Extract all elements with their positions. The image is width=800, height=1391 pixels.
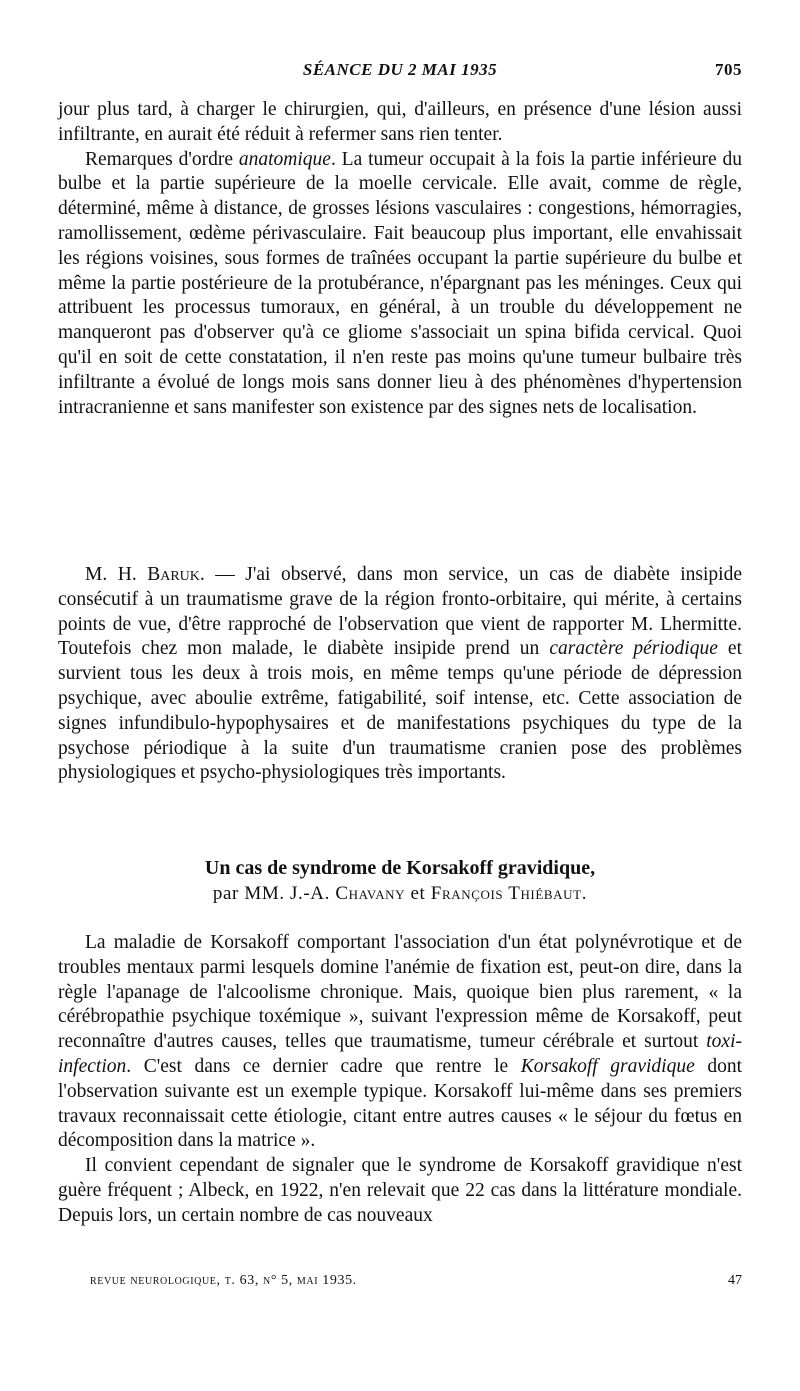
page-footer bbox=[58, 1273, 742, 1295]
author-name: Chavany bbox=[335, 883, 406, 904]
journal-citation: revue neurologique, t. 63, n° 5, mai 1935. bbox=[90, 1273, 357, 1288]
paragraph: jour plus tard, à charger le chirurgien, qui, d'ailleurs, en présence d'une lésion aussi infiltrante, en aurait été réduit à refermer sans rien tenter. bbox=[58, 99, 742, 145]
page-number: 705 bbox=[715, 60, 742, 79]
paragraph-anatomical-remarks: Remarques d'ordre anatomique. La tumeur occupait à la fois la partie inférieure du bulbe et la partie supérieure de la moelle cervicale. Elle avait, comme de règle, déterminé, même à distance, de grosses lésions vasculaires : congestions, hémorragies, ramollissement, œdème périvasculaire. Fait beaucoup plus important, elle envahissait les régions voisines, sous formes de traînées occupant la partie supérieure du bulbe et même la partie postérieure de la protubérance, n'épargnant pas les méninges. Ceux qui attribuent les processus tumoraux, en général, à un trouble du développement ne manqueront pas d'observer qu'à ce gliome s'associait un spina bifida cervical. Quoi qu'il en soit de cette constatation, il n'en reste pas moins qu'une tumeur bulbaire très infiltrante a évolué de longs mois sans donner lieu à des phénomènes d'hypertension intracranienne et sans manifester son existence par des signes nets de localisation. bbox=[58, 148, 742, 418]
paragraph-baruk: M. H. Baruk. — J'ai observé, dans mon service, un cas de diabète insipide consécutif à un traumatisme grave de la région fronto-orbitaire, qui mérite, à certains points de vue, d'être rapproché de l'observation que vient de rapporter M. Lhermitte. Toutefois chez mon malade, le diabète insipide prend un caractère périodique et survient tous les deux à trois mois, en même temps qu'une période de dépression psychique, avec aboulie extrême, fatigabilité, soif intense, etc. Cette association de signes infundibulo-hypophysaires et de manifestations psychiques du type de la psychose périodique à la suite d'un traumatisme cranien pose des problèmes physiologiques et psycho-physiologiques très importants. bbox=[58, 564, 743, 784]
emphasis: Korsakoff gravidique bbox=[520, 1055, 695, 1077]
emphasis: toxi-infection bbox=[58, 1031, 742, 1077]
article-heading bbox=[58, 855, 742, 907]
emphasis: anatomique bbox=[238, 148, 331, 170]
paragraph: La maladie de Korsakoff comportant l'association d'un état polynévrotique et de troubles mentaux parmi lesquels domine l'anémie de fixation est, peut-on dire, dans la règle l'apanage de l'alcoolisme chronique. Mais, quoique bien plus rarement, « la cérébropathie psychique toxémique », suivant l'expression même de Korsakoff, peut reconnaître d'autres causes, telles que traumatisme, tumeur cérébrale et surtout toxi-infection. C'est dans ce dernier cadre que rentre le Korsakoff gravidique dont l'observation suivante est un exemple typique. Korsakoff lui-même dans ses premiers travaux reconnaissait cette étiologie, citant entre autres causes « le séjour du fœtus en décomposition dans la matrice ». bbox=[58, 932, 742, 1152]
signature-mark: 47 bbox=[728, 1273, 742, 1288]
article-byline: par MM. J.-A. Chavany et François Thiébaut. bbox=[212, 883, 588, 904]
paragraph: Il convient cependant de signaler que le syndrome de Korsakoff gravidique n'est guère fréquent ; Albeck, en 1922, n'en relevait que 22 cas dans la littérature mondiale. Depuis lors, un certain nombre de cas nouveaux bbox=[58, 1155, 742, 1226]
baruk-comment bbox=[58, 563, 742, 786]
article-body bbox=[58, 931, 742, 1229]
article-title: Un cas de syndrome de Korsakoff gravidique, bbox=[204, 857, 596, 879]
speaker-name: M. H. Baruk bbox=[85, 564, 200, 585]
discussion-continuation bbox=[58, 98, 742, 420]
emphasis: caractère périodique bbox=[549, 638, 718, 660]
running-head-title: SÉANCE DU 2 MAI 1935 bbox=[302, 60, 498, 79]
running-head bbox=[58, 60, 742, 84]
author-name: François Thiébaut bbox=[430, 883, 582, 904]
